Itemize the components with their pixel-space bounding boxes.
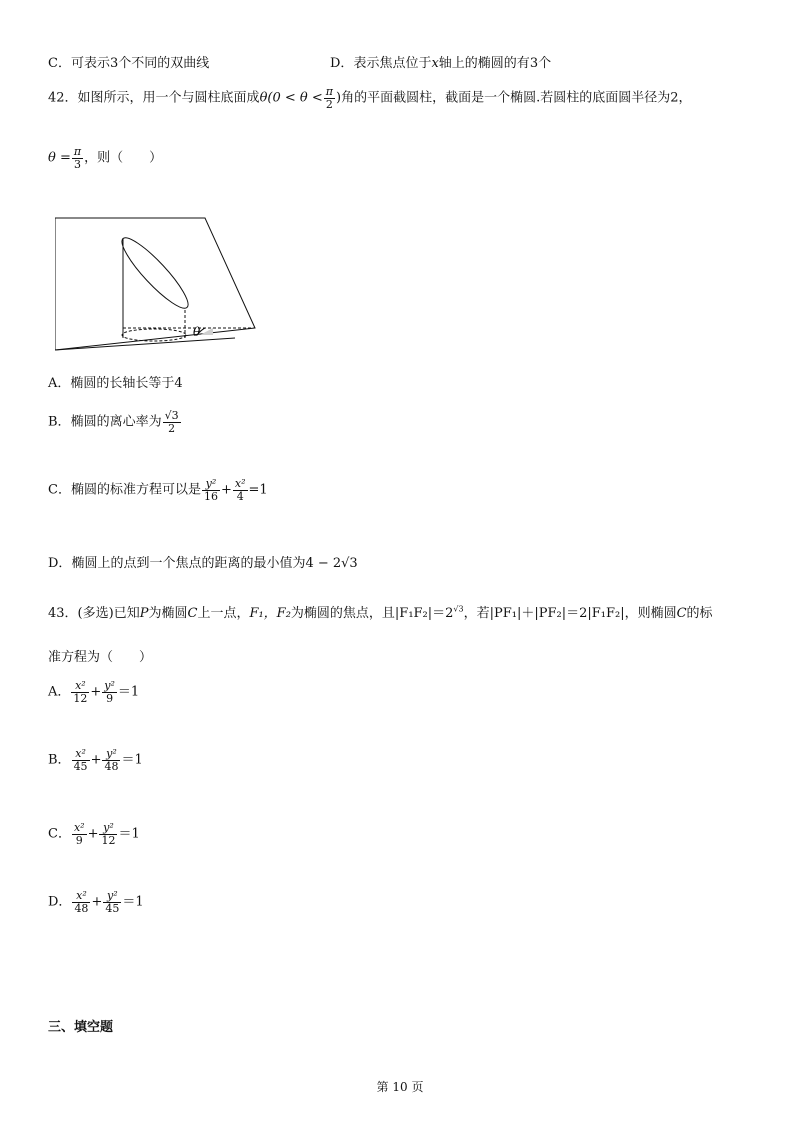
figure-theta-label: θ <box>193 325 201 339</box>
section-ellipse <box>115 231 195 315</box>
section-heading-fill-in: 三、填空题 <box>48 1020 114 1035</box>
q42-stem-line1: 42．如图所示，用一个与圆柱底面成θ(0 < θ < $\frac{\pi}{2}$ )角的平面截圆柱，截面是一个椭圆.若圆柱的底面圆半径为2， <box>48 85 692 111</box>
q42-option-b: B．椭圆的离心率为 $\frac{√3}{2}$ <box>48 409 179 435</box>
prev-option-d: D．表示焦点位于x轴上的椭圆的有3个 <box>330 56 552 71</box>
prev-option-c: C．可表示3个不同的双曲线 <box>48 56 210 71</box>
q43-stem-line2: 准方程为（ ） <box>48 650 153 665</box>
q43-stem-line1: 43．(多选)已知P为椭圆C上一点，F₁，F₂为椭圆的焦点，且$|F_1F_2|=2^{√3}$，若|PF₁|＋|PF₂|＝2|F₁F₂|，则椭圆C的标 <box>48 604 713 621</box>
q42-option-a: A．椭圆的长轴长等于4 <box>48 376 183 391</box>
cylinder-section-figure <box>55 190 270 355</box>
q43-option-d: D． $\frac{\text{x²}}{48}$ + $\frac{\text{y²}}{45}$ ＝1 <box>48 889 144 915</box>
q43-option-a: A． $\frac{\text{x²}}{12}$ + $\frac{\text{y²}}{9}$ ＝1 <box>48 679 140 705</box>
q43-option-b: B． $\frac{\text{x²}}{45}$ + $\frac{\text{y²}}{48}$ ＝1 <box>48 747 143 773</box>
cutting-plane <box>55 218 255 350</box>
q43-option-c: C． $\frac{\text{x²}}{9}$ + $\frac{\text{y²}}{12}$ ＝1 <box>48 821 140 847</box>
page-number: 第 10 页 <box>376 1080 424 1094</box>
q42-option-d: D．椭圆上的点到一个焦点的距离的最小值为4 − 2√3 <box>48 556 358 571</box>
q42-stem-line2: θ = $\frac{\pi}{3}$ ，则（ ） <box>48 145 163 171</box>
q42-option-c: C．椭圆的标准方程可以是 $\frac{\text{y²}}{16}$ + $\frac{\text{x²}}{4}$ =1 <box>48 477 268 503</box>
